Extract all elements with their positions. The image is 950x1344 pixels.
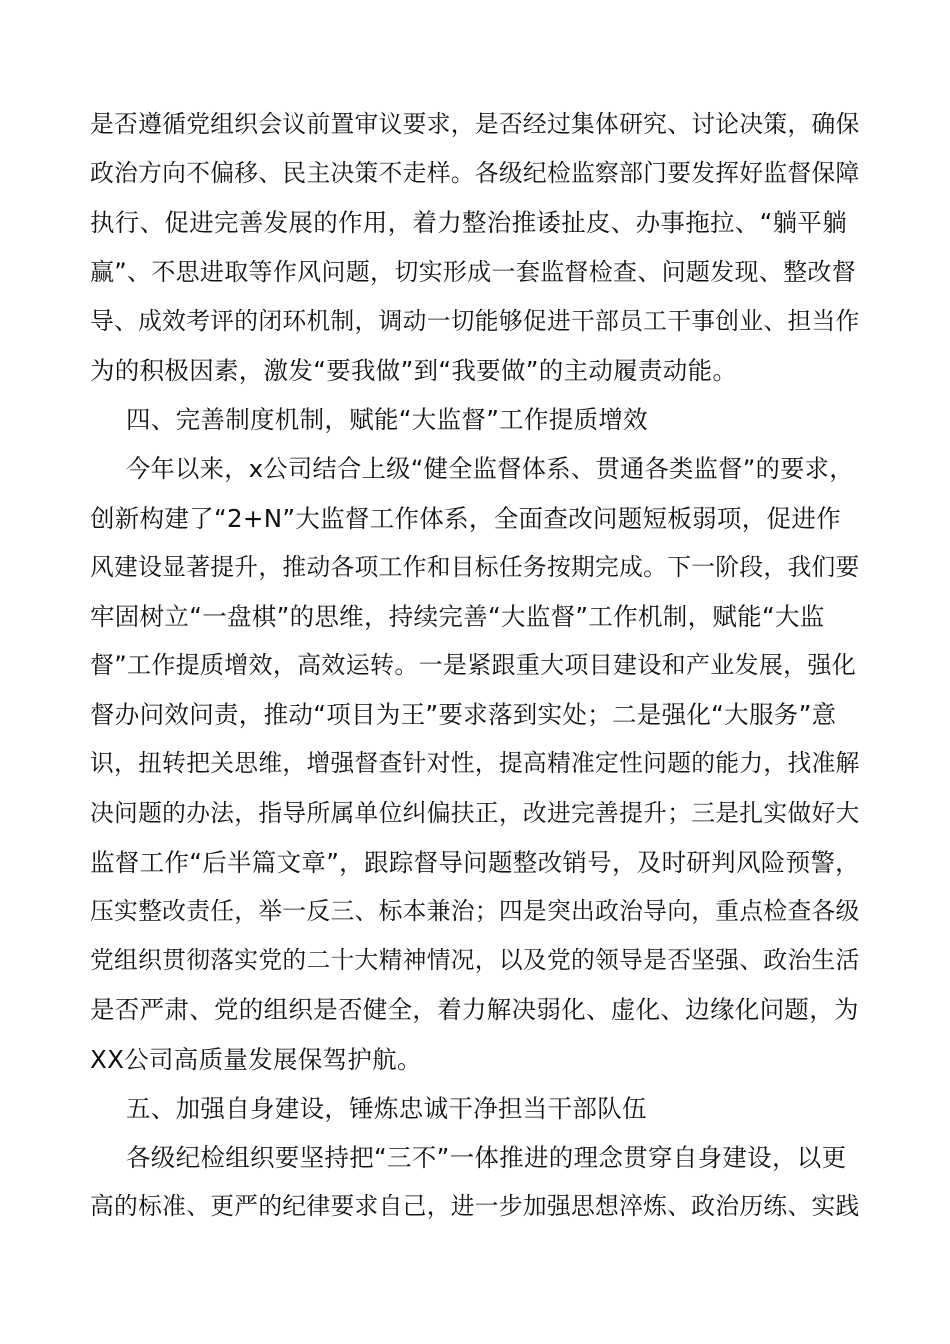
section-heading-4: 四、完善制度机制，赋能“大监督”工作提质增效 [126, 405, 648, 435]
text-line-5: 导、成效考评的闭环机制，调动一切能够促进干部员工干事创业、担当作 [90, 306, 860, 335]
text-line-4: 赢”、不思进取等作风问题，切实形成一套监督检查、问题发现、整改督 [90, 257, 857, 286]
document-body [90, 100, 860, 1231]
text-line-11: 牢固树立“一盘棋”的思维，持续完善“大监督”工作机制，赋能“大监 [90, 601, 825, 631]
text-line-20: XX公司高质量发展保驾护航。 [90, 1044, 422, 1074]
text-line-6: 为的积极因素，激发“要我做”到“我要做”的主动履责动能。 [90, 355, 738, 385]
text-line-23: 高的标准、更严的纪律要求自己，进一步加强思想淬炼、政治历练、实践 [90, 1192, 860, 1221]
text-line-22: 各级纪检组织要坚持把“三不”一体推进的理念贯穿自身建设，以更 [126, 1142, 847, 1172]
text-line-9: 创新构建了“2+N”大监督工作体系，全面查改问题短板弱项，促进作 [90, 503, 841, 533]
text-line-18: 党组织贯彻落实党的二十大精神情况，以及党的领导是否坚强、政治生活 [90, 946, 860, 975]
text-line-19: 是否严肃、党的组织是否健全，着力解决弱化、虚化、边缘化问题，为 [90, 995, 859, 1025]
text-line-16: 监督工作“后半篇文章”，跟踪督导问题整改销号，及时研判风险预警， [90, 847, 860, 877]
text-line-10: 风建设显著提升，推动各项工作和目标任务按期完成。下一阶段，我们要 [90, 552, 860, 581]
text-line-8: 今年以来，x公司结合上级“健全监督体系、贯通各类监督”的要求， [126, 454, 854, 484]
text-line-3: 执行、促进完善发展的作用，着力整治推诿扯皮、办事拖拉、“躺平躺 [90, 208, 847, 238]
text-line-1: 是否遵循党组织会议前置审议要求，是否经过集体研究、讨论决策，确保 [90, 110, 860, 138]
text-line-2: 政治方向不偏移、民主决策不走样。各级纪检监察部门要发挥好监督保障 [90, 159, 860, 188]
text-line-17: 压实整改责任，举一反三、标本兼治；四是突出政治导向，重点检查各级 [90, 897, 860, 925]
text-line-14: 识，扭转把关思维，增强督查针对性，提高精准定性问题的能力，找准解 [90, 749, 860, 778]
section-heading-5: 五、加强自身建设，锤炼忠诚干净担当干部队伍 [126, 1093, 647, 1123]
text-line-15: 决问题的办法，指导所属单位纠偏扶正，改进完善提升；三是扎实做好大 [90, 798, 860, 827]
text-line-12: 督”工作提质增效，高效运转。一是紧跟重大项目建设和产业发展，强化 [90, 651, 857, 680]
text-line-13: 督办问效问责，推动“项目为王”要求落到实处；二是强化“大服务”意 [90, 700, 837, 730]
